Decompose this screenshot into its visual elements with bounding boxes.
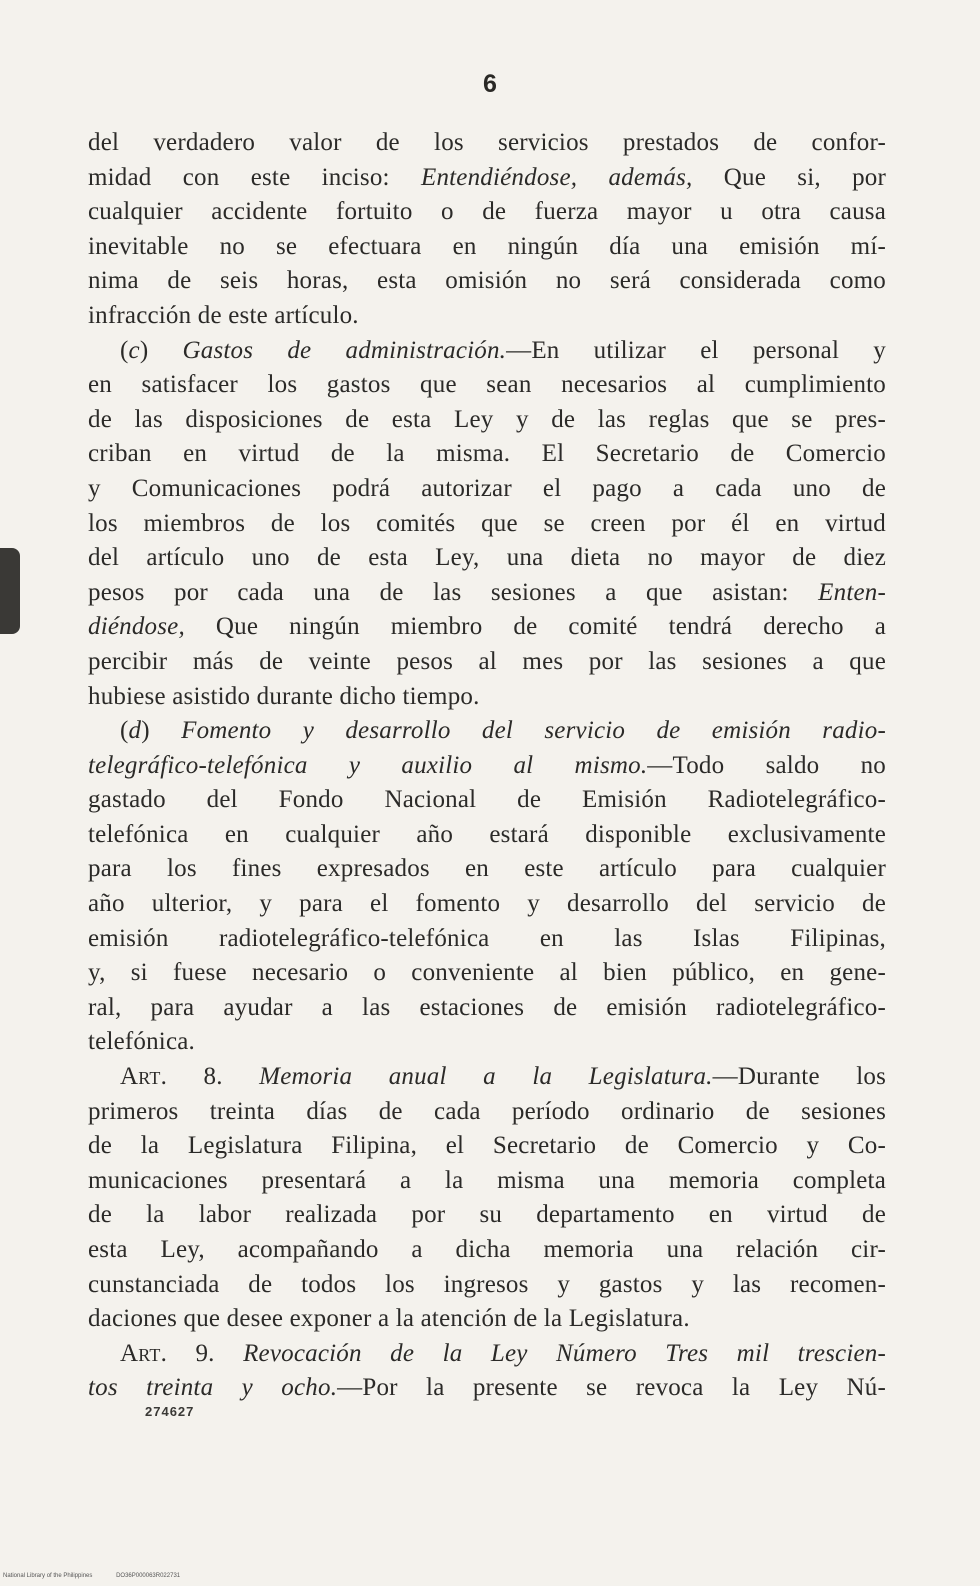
text-line [88,1198,886,1233]
text-segment: —Durante los [712,1063,887,1091]
text-segment: pesos por cada una de las sesiones a que asistan: [88,578,819,606]
text-segment: emisión radiotelegráfico-telefónica en las Islas Filipinas, [88,924,886,952]
text-segment: y Comunicaciones podrá autorizar el pago a cada uno de [88,474,886,502]
text-line [88,887,886,922]
text-line [88,749,886,784]
text-segment: daciones que desee exponer a la atención de la Legislatura. [88,1305,690,1333]
text-segment: c [128,336,140,364]
text-segment: telefónica. [88,1028,195,1056]
text-segment: —En utilizar el personal y [506,336,886,364]
printer-signature-mark: 274627 [145,1404,195,1419]
text-segment: telefónica en cualquier año estará disponible exclusivamente [88,820,886,848]
text-segment: d [128,717,142,745]
text-segment: . 9. [160,1339,244,1367]
text-segment: Que si, por [692,163,886,191]
text-line [88,1337,886,1372]
text-segment: inevitable no se efectuara en ningún día una emisión mí- [88,232,886,260]
text-line [88,1060,886,1095]
text-segment: en satisfacer los gastos que sean necesarios al cumplimiento [88,371,886,399]
text-segment: esta Ley, acompañando a dicha memoria una relación cir- [88,1236,886,1263]
footer-library: National Library of the Philippines [3,1573,93,1579]
text-segment: municaciones presentará a la misma una memoria completa [88,1166,886,1194]
text-line [88,334,886,369]
text-segment: los miembros de los comités que se creen por él en virtud [88,509,886,537]
text-segment: cunstanciada de todos los ingresos y gastos y las recomen- [88,1270,886,1298]
text-segment: Art [120,1063,161,1091]
text-segment: —Todo saldo no [647,751,886,779]
text-segment: Revocación de la Ley Número Tres mil trescien- [243,1339,887,1367]
text-segment: Entendiéndose, además, [420,163,693,191]
text-segment: percibir más de veinte pesos al mes por las sesiones a que [88,647,886,675]
text-segment: —Por la presente se revoca la Ley Nú- [337,1374,887,1402]
text-segment: ( [120,717,129,745]
text-line [88,161,886,196]
binding-shadow [0,548,20,634]
text-segment: cualquier accidente fortuito o de fuerza mayor u otra causa [88,198,886,226]
text-segment: del artículo uno de esta Ley, una dieta no mayor de diez [88,544,886,572]
text-line [88,610,886,645]
text-segment: y, si fuese necesario o conveniente al bien público, en gene- [88,959,886,987]
text-segment: Enten- [818,578,886,606]
text-line [88,680,886,715]
text-line [88,956,886,991]
text-segment: gastado del Fondo Nacional de Emisión Radiotelegráfico- [88,786,886,814]
text-line [88,368,886,403]
text-segment: del verdadero valor de los servicios prestados de confor- [88,129,886,156]
text-segment: hubiese asistido durante dicho tiempo. [88,682,480,710]
text-line [88,714,886,749]
text-segment: año ulterior, y para el fomento y desarrollo del servicio de [88,890,886,918]
text-line [88,852,886,887]
text-line [88,1095,886,1130]
text-line [88,1164,886,1199]
page-number: 6 [483,70,497,98]
text-line [88,437,886,472]
text-segment: de las disposiciones de esta Ley y de las reglas que se pres- [88,405,886,433]
text-line [88,783,886,818]
text-line [88,472,886,507]
text-segment: ( [120,336,129,364]
text-segment: nima de seis horas, esta omisión no será considerada como [88,267,886,295]
text-line [88,645,886,680]
text-line [88,991,886,1026]
text-line [88,1025,886,1060]
text-segment: de la labor realizada por su departamento en virtud de [88,1201,886,1229]
text-segment: ral, para ayudar a las estaciones de emisión radiotelegráfico- [88,993,886,1021]
text-segment: infracción de este artículo. [88,301,359,329]
text-line [88,264,886,299]
text-segment: para los fines expresados en este artículo para cualquier [88,855,886,883]
text-segment: Que ningún miembro de comité tendrá derecho a [184,613,886,641]
text-line [88,818,886,853]
text-line [88,403,886,438]
text-line [88,1233,886,1268]
text-segment: . 8. [160,1063,260,1091]
text-segment: Gastos de administración. [182,336,507,364]
text-line [88,299,886,334]
text-line [88,1268,886,1303]
text-line [88,126,886,161]
text-line [88,507,886,542]
text-segment: midad con este inciso: [88,163,421,191]
text-line [88,541,886,576]
scan-footer [3,1573,202,1579]
text-line [88,195,886,230]
text-segment: telegráfico-telefónica y auxilio al mismo. [88,751,648,779]
text-segment: de la Legislatura Filipina, el Secretario de Comercio y Co- [88,1132,886,1160]
text-line [88,576,886,611]
text-segment: ) [141,717,182,745]
text-segment: diéndose, [88,613,185,641]
footer-id: DO36P000063R022731 [116,1573,181,1579]
text-segment: Art [120,1339,161,1367]
text-segment: ) [139,336,183,364]
body-text [88,126,886,1406]
text-line [88,1371,886,1406]
text-line [88,230,886,265]
text-segment: tos treinta y ocho. [88,1374,338,1402]
text-segment: Memoria anual a la Legislatura. [259,1063,713,1091]
text-segment: Fomento y desarrollo del servicio de emisión radio- [181,717,886,745]
text-line [88,1302,886,1337]
text-line [88,922,886,957]
text-segment: criban en virtud de la misma. El Secretario de Comercio [88,440,886,468]
text-segment: primeros treinta días de cada período ordinario de sesiones [88,1097,886,1125]
text-line [88,1129,886,1164]
